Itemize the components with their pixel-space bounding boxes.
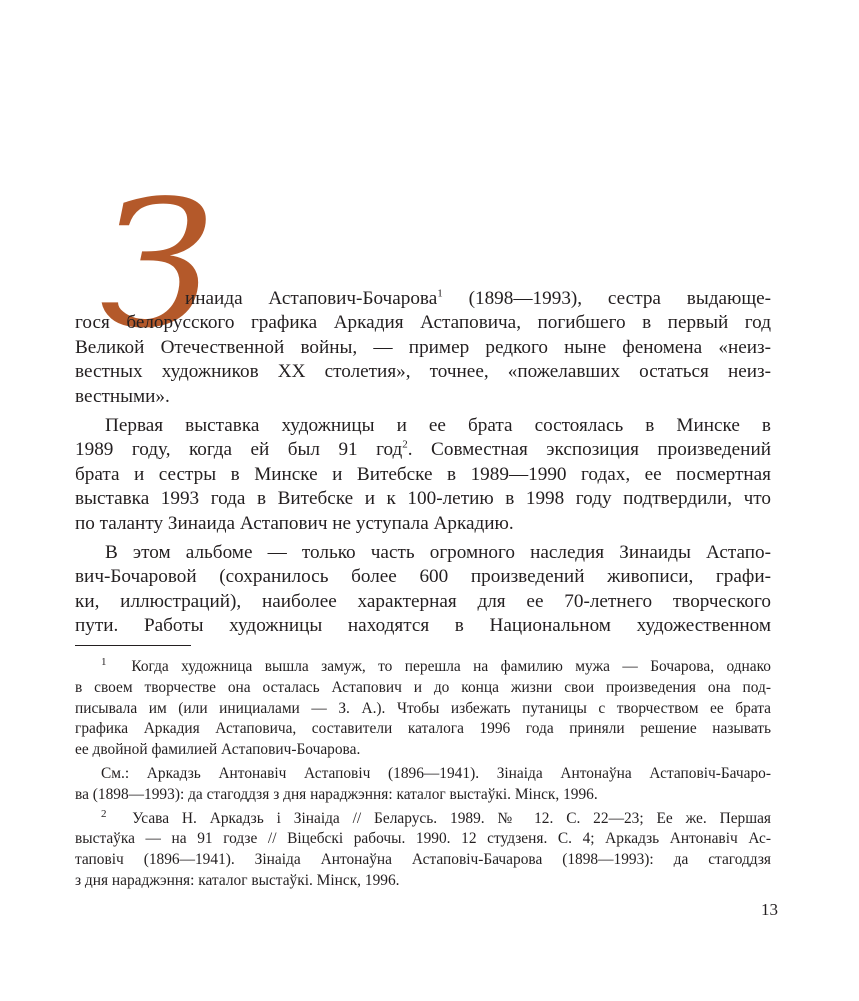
drop-cap-letter: З — [100, 164, 215, 367]
footnote-1-line-5: ее двойной фамилией Астапович-Бочарова. — [75, 741, 361, 759]
footnote-2-line-1 — [75, 809, 771, 830]
footnote-2-line-3: таповіч (1896—1941). Зінаіда Антонаўна Астаповіч-Бачарова (1898—1993): да стагоддзя — [75, 851, 771, 869]
footnote-ref-1[interactable]: 1 — [437, 287, 443, 300]
paragraph-3 — [75, 541, 771, 639]
paragraph-2-line-2 — [75, 438, 771, 462]
paragraph-2-line-1: Первая выставка художницы и ее брата состоялась в Минске в — [105, 415, 771, 436]
footnote-1-line-1 — [75, 657, 771, 678]
paragraph-2 — [75, 414, 771, 536]
paragraph-3-line-2: вич-Бочаровой (сохранилось более 600 произведений живописи, графи- — [75, 566, 771, 588]
text-run: Усава Н. Аркадзь і Зінаіда // Беларусь. 1989. № 12. С. 22—23; Ее же. Першая — [132, 809, 771, 827]
footnote-ref-2[interactable]: 2 — [402, 439, 408, 452]
paragraph-1-line-4: вестных художников XX столетия», точнее, «пожелавших остаться неиз- — [75, 361, 771, 383]
paragraph-1-line-2: гося белорусского графика Аркадия Астаповича, погибшего в первый год — [75, 312, 771, 334]
footnote-1-line-6: См.: Аркадзь Антонавіч Астаповіч (1896—1941). Зінаіда Антонаўна Астаповіч-Бачаро- — [101, 764, 771, 782]
paragraph-2-line-3: брата и сестры в Минске и Витебске в 1989—1990 годах, ее посмертная — [75, 463, 771, 485]
text-run: Когда художница вышла замуж, то перешла на фамилию мужа — Бочарова, однако — [131, 658, 771, 675]
paragraph-1-line-5: вестными». — [75, 385, 170, 407]
page-number: 13 — [761, 900, 778, 919]
footnote-1-line-4: графика Аркадия Астаповича, составители каталога 1996 года приняли решение называть — [75, 720, 771, 738]
paragraph-1-line-1 — [75, 287, 771, 311]
paragraph-2-line-4: выставка 1993 года в Витебске и к 100-летию в 1998 году подтвердили, что — [75, 488, 771, 510]
paragraph-1 — [75, 287, 771, 409]
text-run: 1989 году, когда ей был 91 год — [75, 439, 403, 461]
footnote-2-marker: 2 — [101, 807, 107, 820]
paragraph-3-line-1: В этом альбоме — только часть огромного наследия Зинаиды Астапо- — [105, 542, 771, 563]
text-run: (1898—1993), сестра выдающе- — [442, 288, 772, 309]
footnote-1-line-3: писывала им (или инициалами — З. А.). Чтобы избежать путаницы с творчеством ее брата — [75, 699, 771, 717]
footnote-1-line-7: ва (1898—1993): да стагоддзя з дня нараджэння: каталог выстаўкі. Мінск, 1996. — [75, 785, 598, 803]
footnote-separator — [75, 645, 191, 646]
footnote-1-line-2: в своем творчестве она осталась Астапович и до конца жизни свои произведения она под- — [75, 678, 771, 696]
paragraph-3-line-4: пути. Работы художницы находятся в Национальном художественном — [75, 615, 771, 637]
text-run: . Совместная экспозиция произведений — [407, 439, 771, 461]
footnote-1-marker: 1 — [101, 655, 107, 668]
footnote-2-line-2: выстаўка — на 91 годзе // Віцебскі рабочы. 1990. 12 студзеня. С. 4; Аркадзь Антонавіч Ас- — [75, 830, 771, 848]
paragraph-2-line-5: по таланту Зинаида Астапович не уступала Аркадию. — [75, 512, 514, 534]
text-run: инаида Астапович-Бочарова — [185, 288, 438, 309]
paragraph-3-line-3: ки, иллюстраций), наиболее характерная для ее 70-летнего творческого — [75, 590, 771, 612]
footnote-2-line-4: з дня нараджэння: каталог выстаўкі. Мінск, 1996. — [75, 871, 400, 889]
footnotes — [75, 657, 771, 892]
paragraph-1-line-3: Великой Отечественной войны, — пример редкого ныне феномена «неиз- — [75, 336, 771, 358]
